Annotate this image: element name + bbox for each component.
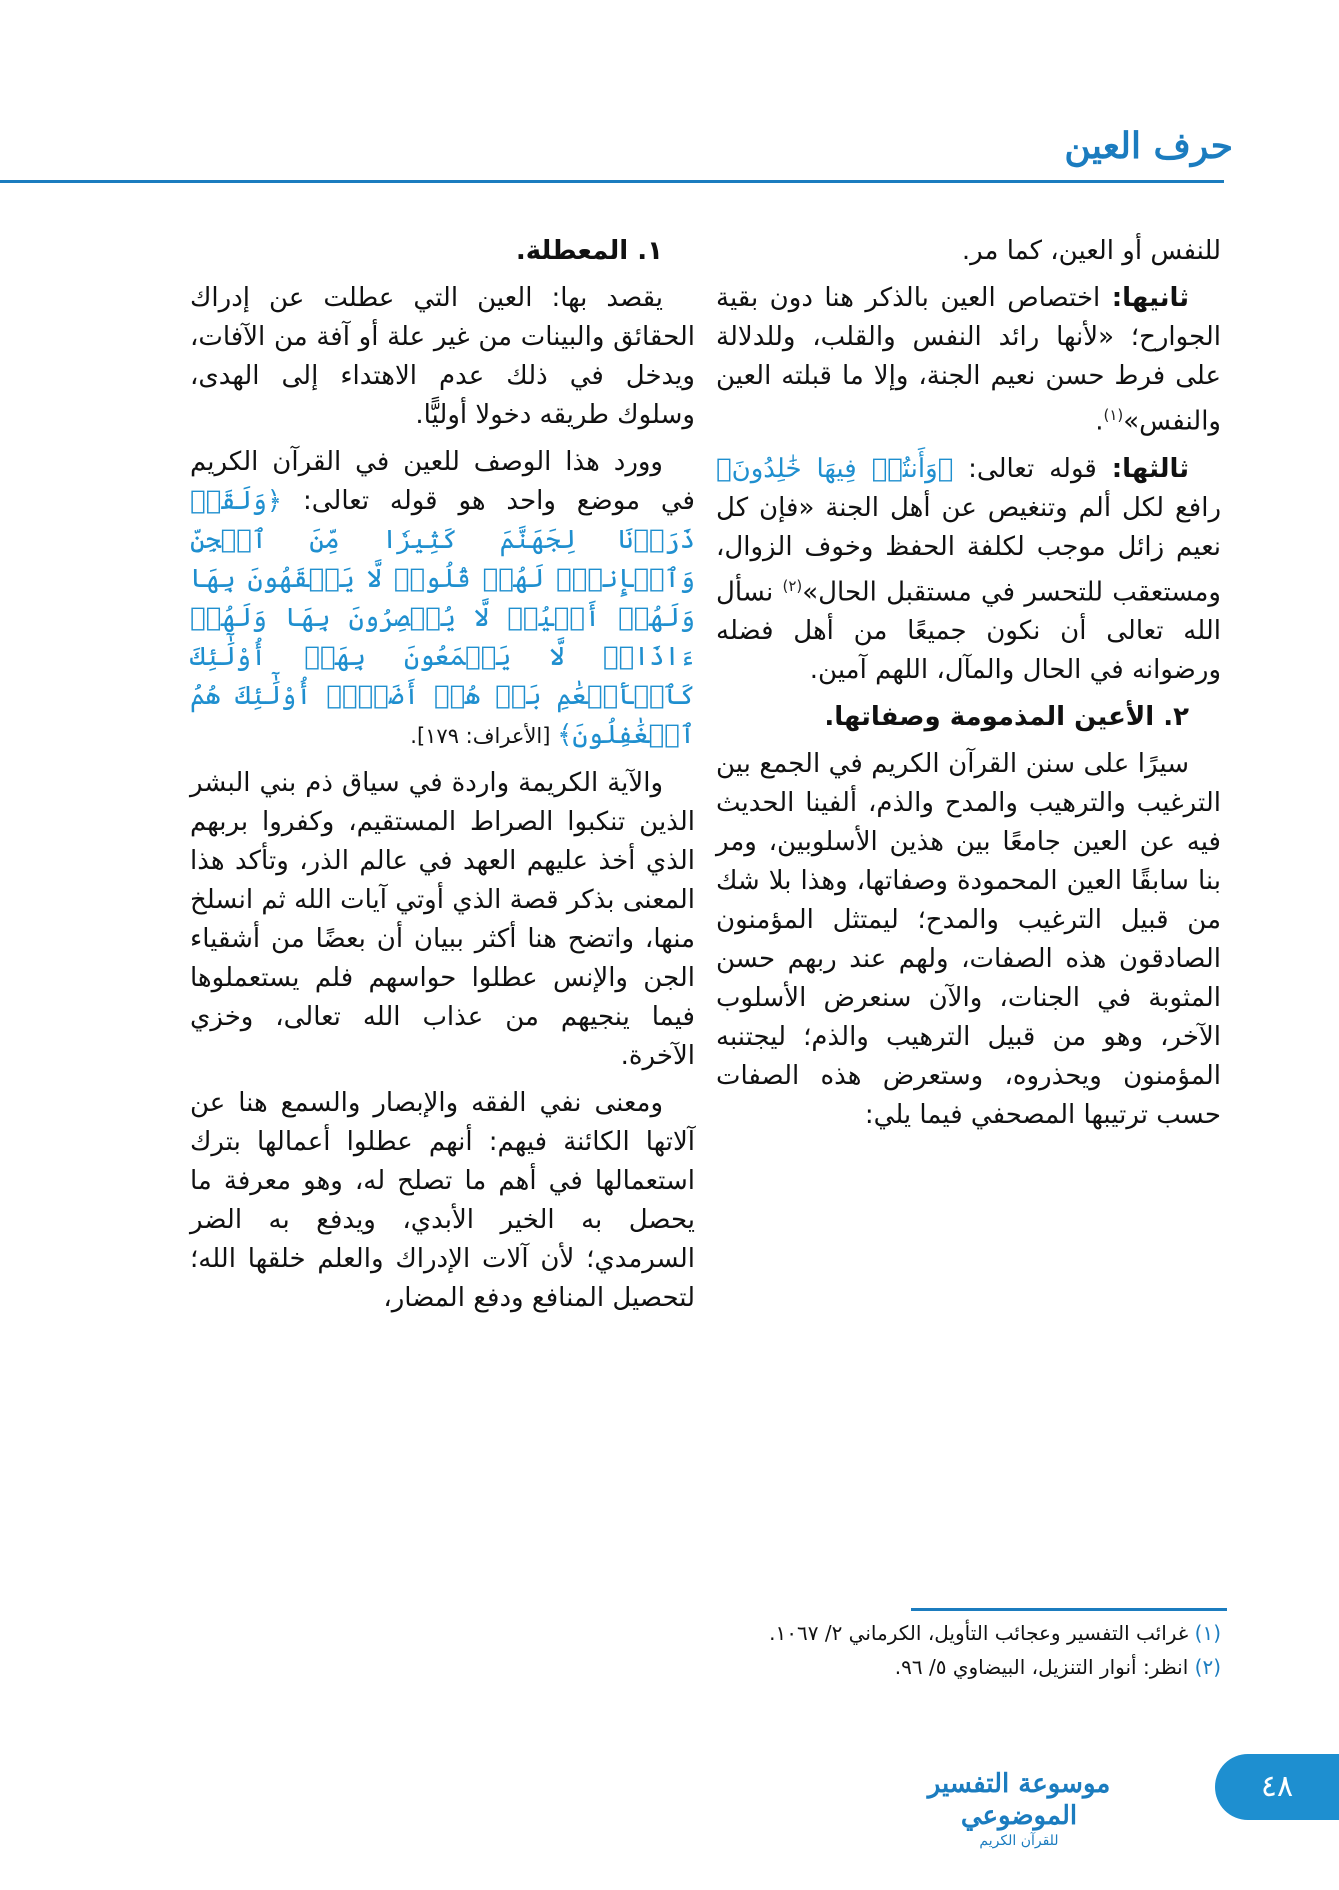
- footnote-number: (١): [1194, 1621, 1221, 1645]
- footnote-number: (٢): [1194, 1655, 1221, 1679]
- paragraph-text: ومعنى نفي الفقه والإبصار والسمع هنا عن آلاتها الكائنة فيهم: أنهم عطلوا أعمالها بترك استعمالها في أهم ما تصلح له، وهو معرفة ما يحصل به الخير الأبدي، ويدفع به الضر السرمدي؛ لأن آلات الإدراك والعلم خلقها الله؛ لتحصيل المنافع ودفع المضار،: [190, 1088, 695, 1313]
- left-column: [190, 232, 695, 1326]
- paragraph-lead: ثانيها:: [1111, 283, 1189, 313]
- footnote: [716, 1652, 1221, 1682]
- paragraph-text: وورد هذا الوصف للعين في القرآن الكريم في موضع واحد هو قوله تعالى:: [190, 447, 695, 516]
- page-number: ٤٨: [1215, 1754, 1339, 1820]
- paragraph: [190, 279, 695, 435]
- section-heading: ٢. الأعين المذمومة وصفاتها.: [824, 702, 1189, 733]
- header-rule: [0, 180, 1224, 183]
- paragraph: [716, 279, 1221, 442]
- quran-verse: ﴿وَأَنتُمۡ فِيهَا خَٰلِدُونَ﴾: [716, 453, 954, 484]
- paragraph-text: قوله تعالى:: [953, 453, 1112, 484]
- right-column: [716, 232, 1221, 1143]
- paragraph-text: اختصاص العين بالذكر هنا دون بقية الجوارح؛ «لأنها رائد النفس والقلب، وللدلالة على فرط حسن نعيم الجنة، وإلا ما قبلته العين والنفس»: [716, 283, 1221, 437]
- verse-reference: [الأعراف: ١٧٩].: [410, 724, 558, 748]
- paragraph: [190, 764, 695, 1076]
- paragraph: [716, 745, 1221, 1135]
- footnote-rule: [911, 1608, 1227, 1611]
- footnote-marker[interactable]: (٢): [782, 576, 803, 595]
- footnote-text: انظر: أنوار التنزيل، البيضاوي ٥/ ٩٦.: [894, 1655, 1195, 1679]
- paragraph-tail: نسأل الله تعالى أن نكون جميعًا من أهل فضله ورضوانه في الحال والمآل، اللهم آمين.: [716, 577, 1221, 686]
- paragraph-text: سيرًا على سنن القرآن الكريم في الجمع بين الترغيب والترهيب والمدح والذم، ألفينا الحديث فيه عن العين جامعًا بين هذين الأسلوبين، ومر بنا سابقًا العين المحمودة وصفاتها، وهذا بلا شك من قبيل الترغيب والمدح؛ ليمتثل المؤمنون الصادقون هذه الصفات، ولهم عند ربهم حسن المثوبة في الجنات، والآن سنعرض الأسلوب الآخر، وهو من قبيل الترهيب والذم؛ ليجتنبه المؤمنون ويحذروه، وستعرض هذه الصفات حسب ترتيبها المصحفي فيما يلي:: [716, 749, 1221, 1131]
- paragraph-text: رافع لكل ألم وتنغيص عن أهل الجنة «فإن كل نعيم زائل موجب لكلفة الحفظ وخوف الزوال، ومستعقب للتحسر في مستقبل الحال»: [716, 492, 1221, 608]
- footnote: [716, 1618, 1221, 1648]
- encyclopedia-logo: [869, 1768, 1169, 1849]
- paragraph: [190, 1084, 695, 1318]
- logo-subtitle: للقرآن الكريم: [979, 1833, 1059, 1849]
- paragraph: [190, 443, 695, 756]
- section-title: حرف العين: [1064, 125, 1233, 167]
- footnote-text: غرائب التفسير وعجائب التأويل، الكرماني ٢/ ١٠٦٧.: [769, 1621, 1195, 1645]
- paragraph-text: للنفس أو العين، كما مر.: [961, 236, 1221, 266]
- paragraph-lead: ثالثها:: [1111, 453, 1189, 484]
- paragraph: [716, 232, 1221, 271]
- logo-title: موسوعة التفسير الموضوعي: [927, 1769, 1111, 1831]
- paragraph-text: والآية الكريمة واردة في سياق ذم بني البشر الذين تنكبوا الصراط المستقيم، وكفروا بربهم الذي أخذ عليهم العهد في عالم الذر، وتأكد هذا المعنى بذكر قصة الذي أوتي آيات الله ثم انسلخ منها، واتضح هنا أكثر ببيان أن بعضًا من أشقياء الجن والإنس عطلوا حواسهم فلم يستعملوها فيما ينجيهم من عذاب الله تعالى، وخزي الآخرة.: [190, 768, 695, 1071]
- quran-verse: ﴿وَلَقَدۡ ذَرَأۡنَا لِجَهَنَّمَ كَثِيرٗا مِّنَ ٱلۡجِنِّ وَٱلۡإِنسِۖ لَهُمۡ قُلُوبٞ لَّا يَفۡقَهُونَ بِهَا وَلَهُمۡ أَعۡيُنٞ لَّا يُبۡصِرُونَ بِهَا وَلَهُمۡ ءَاذَانٞ لَّا يَسۡمَعُونَ بِهَآۚ أُوْلَٰٓئِكَ كَٱلۡأَنۡعَٰمِ بَلۡ هُمۡ أَضَلُّۚ أُوْلَٰٓئِكَ هُمُ ٱلۡغَٰفِلُونَ﴾: [190, 486, 695, 750]
- footnote-marker[interactable]: (١): [1103, 406, 1124, 424]
- section-heading: ١. المعطلة.: [515, 236, 663, 266]
- paragraph-tail: .: [1095, 406, 1104, 437]
- paragraph-text: يقصد بها: العين التي عطلت عن إدراك الحقائق والبينات من غير علة أو آفة من الآفات، ويدخل في ذلك عدم الاهتداء إلى الهدى، وسلوك طريقه دخولا أوليًّا.: [190, 283, 695, 430]
- paragraph: [716, 450, 1221, 691]
- footnotes: [716, 1618, 1221, 1686]
